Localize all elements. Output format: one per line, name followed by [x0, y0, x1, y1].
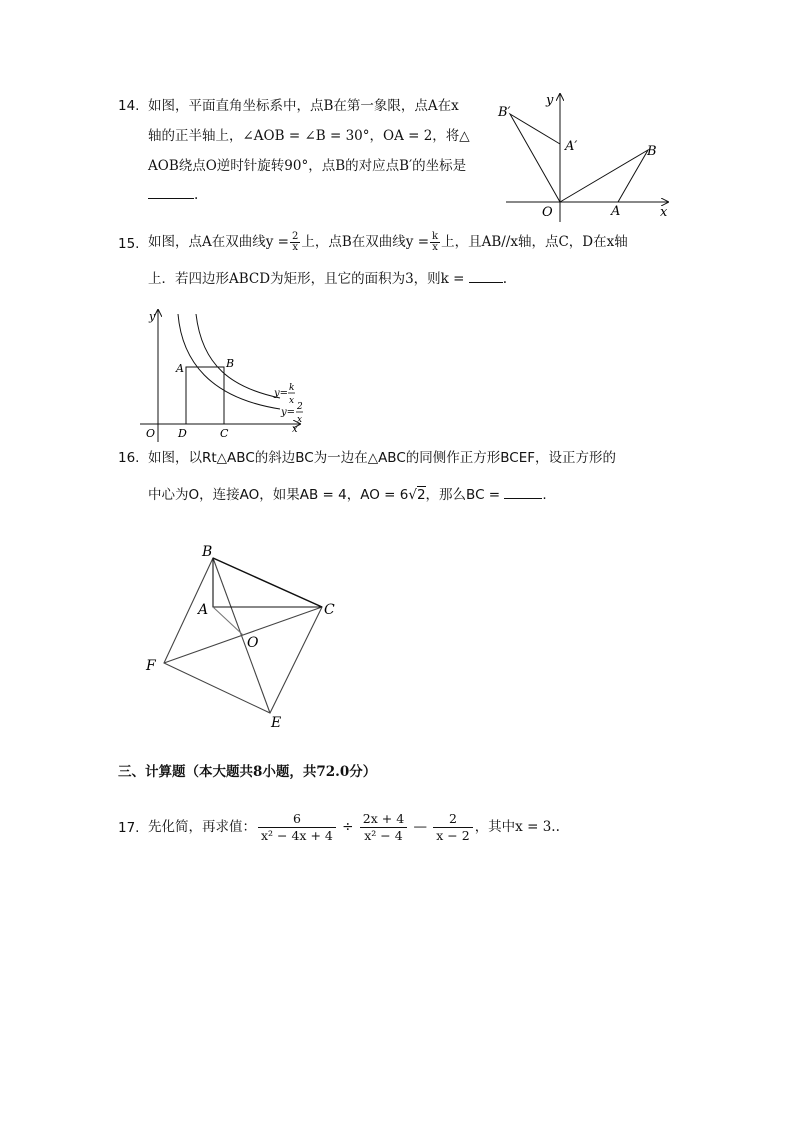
- q16-label-A: A: [198, 602, 209, 618]
- q16-period: .: [542, 487, 547, 503]
- q16-line2-b: ，那么BC =: [425, 487, 501, 503]
- q15-frac1-num: 2: [291, 231, 299, 242]
- q17-fraction-1: [258, 811, 336, 844]
- q17-f1-den: x² − 4x + 4: [261, 828, 333, 843]
- q16-sqrt-arg: 2: [416, 487, 426, 503]
- q15-label-A: A: [176, 362, 184, 375]
- q17-expression: [148, 804, 560, 850]
- q15-line1-a: 如图，点A在双曲线y =: [148, 234, 289, 250]
- q15-line2: [148, 268, 507, 289]
- q14-line1: 如图，平面直角坐标系中，点B在第一象限，点A在x: [148, 98, 459, 114]
- q14-period: .: [194, 187, 199, 203]
- q15-label-O: O: [146, 427, 156, 440]
- q17-fraction-2: [360, 811, 407, 844]
- q16-label-B: B: [202, 544, 213, 560]
- q16-hypotenuse-BC: [213, 558, 322, 607]
- q15-label-C: C: [220, 427, 229, 440]
- q14-answer-blank[interactable]: [148, 184, 194, 199]
- q15-answer-blank[interactable]: [469, 268, 503, 283]
- q17-suffix: ，其中x = 3..: [474, 819, 560, 835]
- q15-label-B: B: [226, 357, 235, 370]
- q17-prefix: 先化简，再求值：: [148, 819, 256, 835]
- q14-label-O: O: [542, 205, 553, 220]
- q15-number: 15.: [118, 236, 140, 252]
- q15-line1: [148, 232, 628, 253]
- q15-period: .: [502, 271, 508, 287]
- q14-label-A-prime: A′: [565, 139, 578, 154]
- q17-number: 17.: [118, 820, 140, 836]
- q14-line2: 轴的正半轴上，∠AOB = ∠B = 30°，OA = 2，将△: [148, 128, 470, 144]
- q14-triangle-AOB: [560, 150, 648, 202]
- q16-number: 16.: [118, 450, 140, 466]
- q17-f1-num: 6: [258, 811, 336, 828]
- q15-frac2-den: x: [432, 242, 438, 253]
- q15-frac-k-over-x: [430, 232, 440, 253]
- q15-line2-text: 上．若四边形ABCD为矩形，且它的面积为3，则k =: [148, 271, 465, 287]
- q15-figure: [140, 306, 310, 444]
- q17-f3-den: x − 2: [436, 828, 470, 843]
- q14-label-B: B: [647, 144, 657, 159]
- q15-line1-b: 上，点B在双曲线y =: [301, 234, 430, 250]
- q14-answer-line: [148, 184, 198, 205]
- q15-frac-2-over-x: [290, 232, 300, 253]
- q16-figure: [140, 538, 350, 734]
- q17-fraction-3: [433, 811, 472, 844]
- q15-label-D: D: [178, 427, 187, 440]
- q15-label-x: x: [292, 424, 298, 435]
- q15-curve2-lhs: y=: [281, 407, 296, 418]
- q17-f2-num: 2x + 4: [360, 811, 407, 828]
- q15-curve1-den: x: [289, 396, 295, 406]
- q16-answer-blank[interactable]: [504, 484, 542, 499]
- q14-number: 14.: [118, 98, 140, 114]
- q14-figure: [496, 88, 676, 228]
- q15-label-y: y: [149, 310, 156, 323]
- q16-segment-AO: [213, 607, 243, 635]
- q17-divide-sign: ÷: [342, 819, 354, 835]
- q16-sqrt: √2: [408, 487, 426, 503]
- q16-label-C: C: [324, 602, 335, 618]
- q14-label-A: A: [611, 204, 621, 219]
- q15-frac1-den: x: [292, 242, 298, 253]
- q15-frac2-num: k: [432, 231, 439, 242]
- q14-label-y: y: [546, 93, 554, 108]
- q14-line3: AOB绕点O逆时针旋转90°，点B的对应点B′的坐标是: [148, 158, 467, 174]
- q15-curve1-num: k: [289, 383, 295, 393]
- q14-triangle-rotated: [510, 114, 560, 202]
- q16-label-F: F: [146, 658, 156, 674]
- q15-line1-c: 上，且AB//x轴，点C，D在x轴: [441, 234, 628, 250]
- q17-f3-num: 2: [433, 811, 472, 828]
- q15-curve2-num: 2: [297, 402, 303, 412]
- q14-label-B-prime: B′: [498, 105, 511, 120]
- q16-line2-a: 中心为O，连接AO，如果AB = 4，AO = 6: [148, 487, 409, 503]
- q16-label-E: E: [271, 715, 282, 731]
- q15-curve-k-over-x: [196, 314, 280, 398]
- q16-line2: [148, 484, 547, 505]
- q16-line1: 如图，以Rt△ABC的斜边BC为一边在△ABC的同侧作正方形BCEF，设正方形的: [148, 450, 617, 466]
- q15-curve2-den: x: [297, 415, 303, 425]
- section-3-title: 三、计算题（本大题共8小题，共72.0分）: [118, 764, 377, 780]
- q17-minus-sign: —: [413, 819, 427, 835]
- q16-label-O: O: [247, 635, 259, 651]
- q14-label-x: x: [660, 205, 668, 220]
- q17-f2-den: x² − 4: [364, 828, 403, 843]
- q15-curve1-lhs: y=: [274, 388, 289, 399]
